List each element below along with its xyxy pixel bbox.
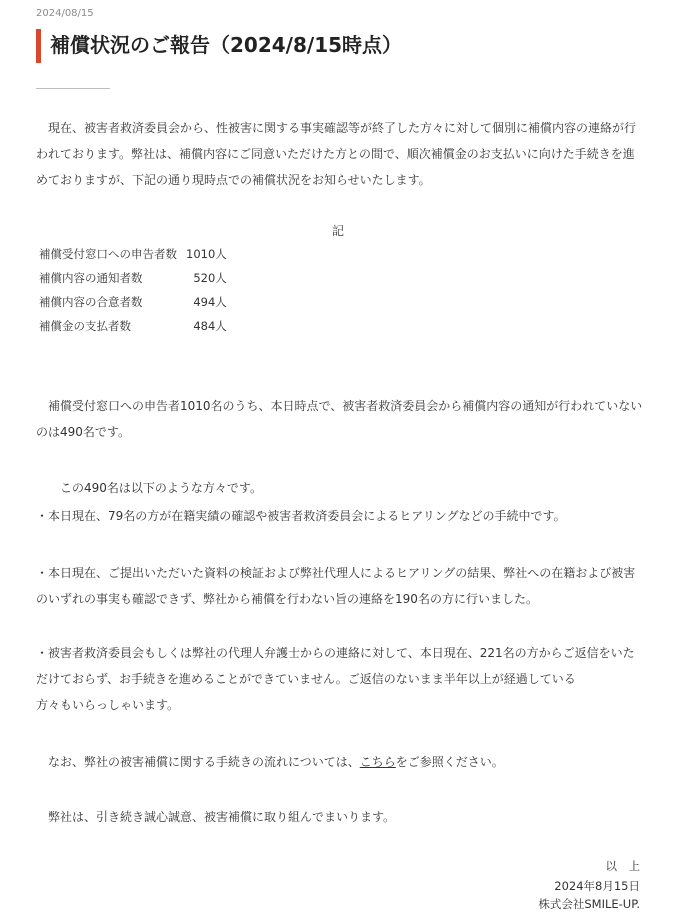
stats-label: 補償金の支払者数 — [39, 319, 131, 333]
stats-table — [36, 242, 230, 338]
procedure-note-text: なお、弊社の被害補償に関する手続きの流れについては、 — [36, 755, 360, 769]
intro-paragraph: 現在、被害者救済委員会から、性被害に関する事実確認等が終了した方々に対して個別に補償内容の連絡が行われております。弊社は、補償内容にご同意いただけた方との間で、順次補償金のお支払いに向けた手続きを進めておりますが、下記の通り現時点での補償状況をお知らせいたします。 — [36, 121, 637, 187]
page-title: 補償状況のご報告（2024/8/15時点） — [50, 33, 403, 57]
stats-label: 補償内容の合意者数 — [39, 295, 143, 309]
procedure-link[interactable]: こちら — [359, 755, 396, 769]
title-divider — [36, 88, 110, 89]
title-accent-bar — [36, 29, 41, 63]
signature-date: 2024年8月15日 — [554, 879, 640, 893]
closing-paragraph: 弊社は、引き続き誠心誠意、被害補償に取り組んでまいります。 — [36, 810, 396, 824]
stats-label: 補償受付窓口への申告者数 — [39, 247, 177, 261]
ki-heading: 記 — [332, 224, 345, 238]
signature-company: 株式会社SMILE-UP. — [538, 897, 640, 911]
procedure-note — [36, 749, 646, 775]
stats-value: 1010人 — [186, 247, 227, 261]
stats-value: 494人 — [193, 295, 227, 309]
stats-label: 補償内容の通知者数 — [39, 271, 143, 285]
bullet-no-reply: ・被害者救済委員会もしくは弊社の代理人弁護士からの連絡に対して、本日現在、221名の方からご返信をいただけておらず、お手続きを進めることができていません。ご返信のないまま半年以上が経過している — [36, 646, 635, 686]
bullet-in-progress: ・本日現在、79名の方が在籍実績の確認や被害者救済委員会によるヒアリングなどの手続中です。 — [36, 509, 566, 523]
stats-row — [36, 266, 230, 290]
stats-value: 520人 — [193, 271, 227, 285]
stats-row — [36, 290, 230, 314]
undelivered-paragraph: 補償受付窓口への申告者1010名のうち、本日時点で、被害者救済委員会から補償内容の通知が行われていないのは490名です。 — [36, 399, 643, 439]
stats-row — [36, 314, 230, 338]
stats-row — [36, 242, 230, 266]
breakdown-intro: この490名は以下のような方々です。 — [36, 481, 262, 495]
procedure-note-suffix: をご参照ください。 — [395, 755, 504, 769]
stats-value: 484人 — [193, 319, 227, 333]
publish-date: 2024/08/15 — [36, 8, 94, 19]
bullet-not-confirmed: ・本日現在、ご提出いただいた資料の検証および弊社代理人によるヒアリングの結果、弊社への在籍および被害のいずれの事実も確認できず、弊社から補償を行わない旨の連絡を190名の方に行いました。 — [36, 566, 636, 606]
bullet-no-reply-continued: 方々もいらっしゃいます。 — [36, 698, 180, 712]
ijou-mark: 以 上 — [605, 859, 640, 873]
